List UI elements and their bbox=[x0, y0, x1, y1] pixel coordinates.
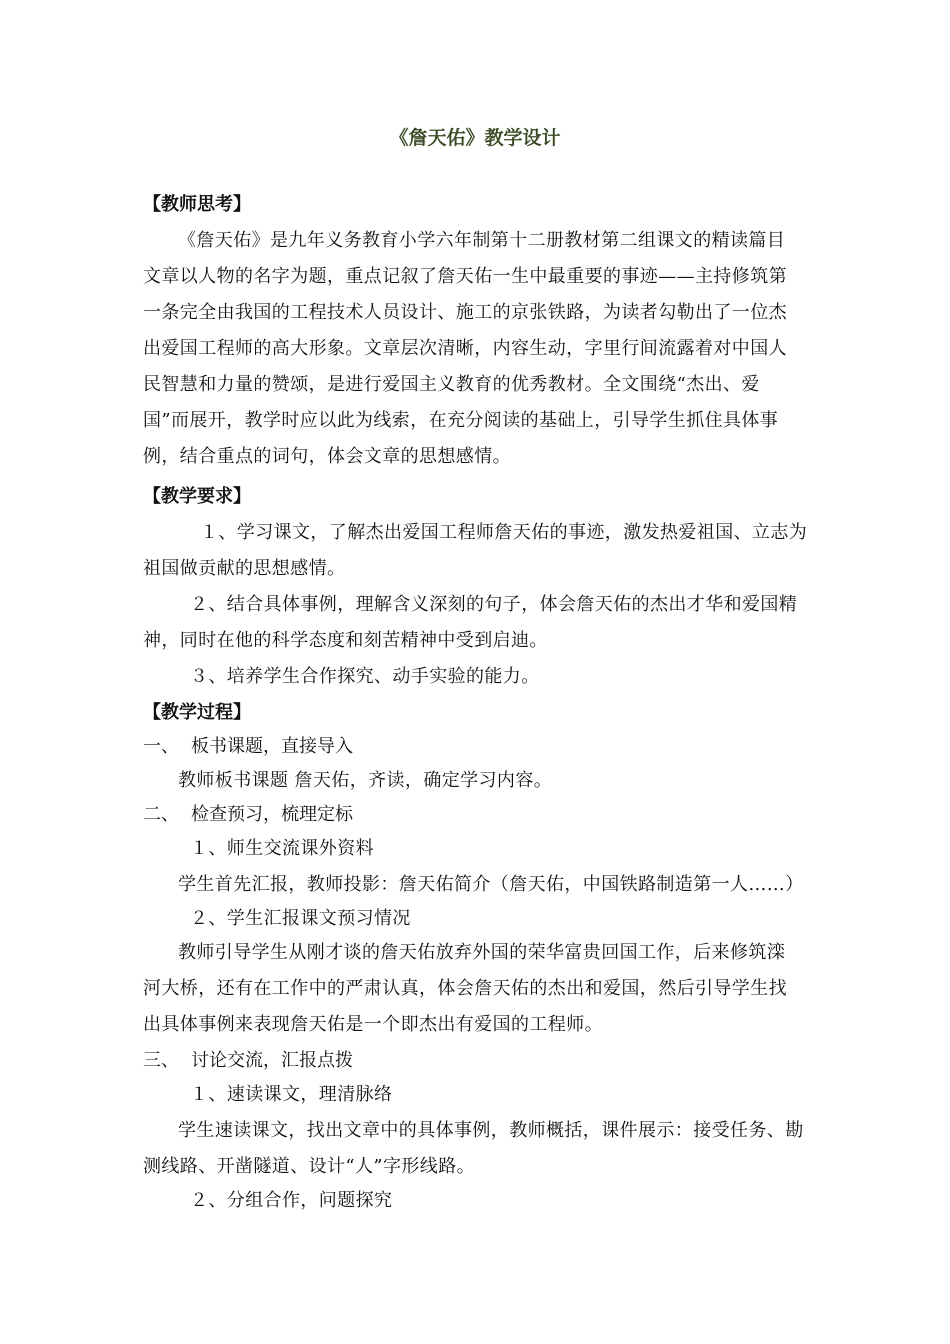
paragraph-line: 民智慧和力量的赞颂，是进行爱国主义教育的优秀教材。全文围绕“杰出、爱 bbox=[143, 374, 760, 395]
requirement-line: ３、培养学生合作探究、动手实验的能力。 bbox=[190, 666, 540, 687]
paragraph-line: 文章以人物的名字为题，重点记叙了詹天佑一生中最重要的事迹——主持修筑第 bbox=[143, 266, 787, 287]
step-number: 三、 bbox=[143, 1050, 179, 1071]
step-title: 板书课题，直接导入 bbox=[191, 736, 353, 757]
step-title: 讨论交流，汇报点拨 bbox=[191, 1050, 353, 1071]
substep-body-line: 河大桥，还有在工作中的严肃认真，体会詹天佑的杰出和爱国，然后引导学生找 bbox=[143, 978, 787, 999]
substep-title: １、速读课文，理清脉络 bbox=[190, 1084, 393, 1105]
paragraph-line: 《詹天佑》是九年义务教育小学六年制第十二册教材第二组课文的精读篇目 bbox=[178, 230, 786, 251]
substep-body-line: 学生速读课文，找出文章中的具体事例，教师概括，课件展示：接受任务、勘 bbox=[178, 1120, 804, 1141]
heading-teaching-process: 【教学过程】 bbox=[143, 702, 251, 723]
requirement-line: 神，同时在他的科学态度和刻苦精神中受到启迪。 bbox=[143, 630, 548, 651]
paragraph-line: 国”而展开，教学时应以此为线索，在充分阅读的基础上，引导学生抓住具体事 bbox=[143, 410, 779, 431]
document-title: 《詹天佑》教学设计 bbox=[389, 127, 561, 149]
requirement-line: ２、结合具体事例，理解含义深刻的句子，体会詹天佑的杰出才华和爱国精 bbox=[190, 594, 798, 615]
paragraph-line: 出爱国工程师的高大形象。文章层次清晰，内容生动，字里行间流露着对中国人 bbox=[143, 338, 787, 359]
process-step-2 bbox=[143, 802, 353, 828]
process-step-3 bbox=[143, 1048, 353, 1074]
step-number: 二、 bbox=[143, 804, 179, 825]
heading-teacher-thinking: 【教师思考】 bbox=[143, 194, 251, 215]
substep-body-line: 教师引导学生从刚才谈的詹天佑放弃外国的荣华富贵回国工作，后来修筑滦 bbox=[178, 942, 786, 963]
substep-title: １、师生交流课外资料 bbox=[190, 838, 374, 859]
substep-title: ２、分组合作，问题探究 bbox=[190, 1190, 393, 1211]
step-title: 检查预习，梳理定标 bbox=[191, 804, 353, 825]
substep-body: 学生首先汇报，教师投影：詹天佑简介（詹天佑，中国铁路制造第一人……） bbox=[178, 874, 804, 895]
step-body: 教师板书课题 詹天佑，齐读，确定学习内容。 bbox=[178, 770, 553, 791]
requirement-line: １、学习课文，了解杰出爱国工程师詹天佑的事迹，激发热爱祖国、立志为 bbox=[200, 522, 808, 543]
paragraph-line: 一条完全由我国的工程技术人员设计、施工的京张铁路，为读者勾勒出了一位杰 bbox=[143, 302, 787, 323]
substep-title: ２、学生汇报课文预习情况 bbox=[190, 908, 411, 929]
substep-body-line: 测线路、开凿隧道、设计“人”字形线路。 bbox=[143, 1156, 476, 1177]
heading-teaching-requirements: 【教学要求】 bbox=[143, 486, 251, 507]
requirement-line: 祖国做贡献的思想感情。 bbox=[143, 558, 346, 579]
substep-body-line: 出具体事例来表现詹天佑是一个即杰出有爱国的工程师。 bbox=[143, 1014, 603, 1035]
step-number: 一、 bbox=[143, 736, 179, 757]
paragraph-line: 例，结合重点的词句，体会文章的思想感情。 bbox=[143, 446, 511, 467]
process-step-1 bbox=[143, 734, 353, 760]
